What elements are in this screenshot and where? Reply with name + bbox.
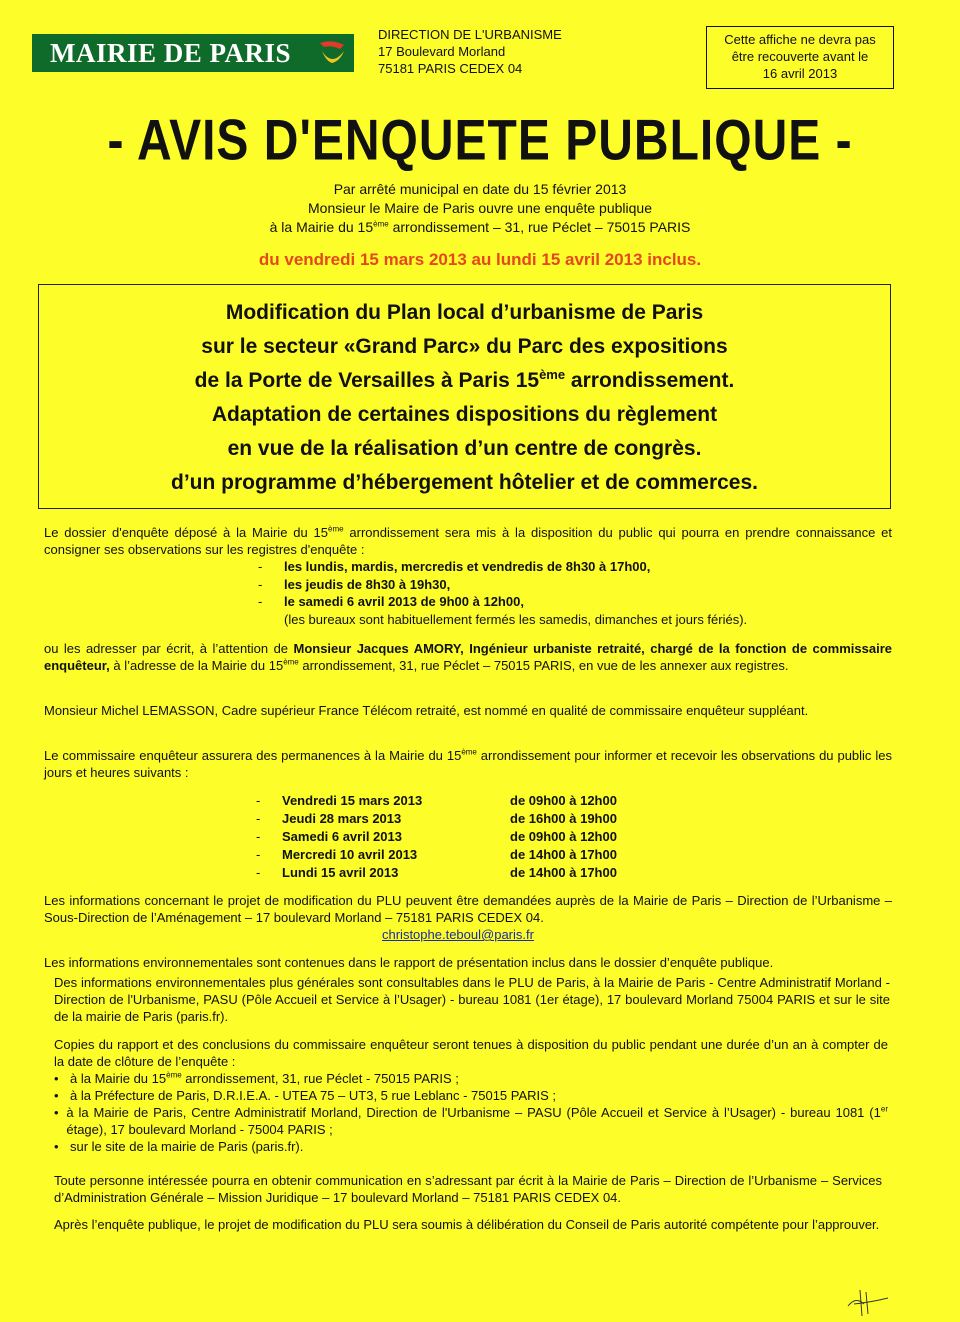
paragraph-environment: Les informations environnementales sont contenues dans le rapport de présentation inclus dans le dossier d’enquête publique. (44, 955, 774, 970)
paragraph-permanences: Le commissaire enquêteur assurera des permanences à la Mairie du 15ème arrondissement pour informer et recevoir les observations du public les jours et heures suivants : (44, 747, 892, 780)
signature-icon (842, 1286, 892, 1318)
direction-line: DIRECTION DE L'URBANISME (378, 27, 562, 42)
paragraph-correspondence: ou les adresser par écrit, à l’attention de Monsieur Jacques AMORY, Ingénieur urbaniste retraité, chargé de la fonction de commissaire enquêteur, à l’adresse de la Mairie du 15ème arrondissement, 31, rue Péclet – 75015 PARIS, en vue de les annexer aux registres. (44, 641, 893, 673)
notice-line: Cette affiche ne devra pas (724, 32, 876, 47)
direction-line: 75181 PARIS CEDEX 04 (378, 61, 523, 76)
intro-line: Monsieur le Maire de Paris ouvre une enquête publique (308, 200, 652, 216)
posting-notice (706, 26, 894, 89)
list-item: (les bureaux sont habituellement fermés les samedis, dimanches et jours fériés). (284, 611, 748, 627)
paris-emblem-icon (316, 37, 348, 69)
intro-line: à la Mairie du 15ème arrondissement – 31, rue Péclet – 75015 PARIS (269, 219, 691, 235)
paragraph-substitute: Monsieur Michel LEMASSON, Cadre supérieur France Télécom retraité, est nommé en qualité de commissaire enquêteur suppléant. (44, 703, 809, 718)
subject-line: Adaptation de certaines dispositions du règlement (211, 403, 718, 426)
paragraph-communication: Toute personne intéressée pourra en obtenir communication en s’adressant par écrit à la Mairie de Paris – Direction de l’Urbanisme – Services d’Administration Générale – Mission Juridique – 17 boulevard Morland – 75181 PARIS CEDEX 04. (54, 1173, 882, 1205)
list-item: - les jeudis de 8h30 à 19h30, (258, 576, 451, 592)
subject-box (38, 284, 891, 509)
list-item: • sur le site de la mairie de Paris (paris.fr). (54, 1139, 304, 1154)
enquiry-dates: du vendredi 15 mars 2013 au lundi 15 avril 2013 inclus. (258, 250, 702, 269)
schedule-row: - Mercredi 10 avril 2013 de 14h00 à 17h00 (256, 847, 617, 862)
subject-line: d’un programme d’hébergement hôtelier et de commerces. (171, 471, 758, 494)
notice-line: 16 avril 2013 (762, 66, 838, 81)
logo-text: MAIRIE DE PARIS (50, 38, 292, 68)
list-item: - les lundis, mardis, mercredis et vendredis de 8h30 à 17h00, (258, 559, 651, 574)
paragraph-environment-general: Des informations environnementales plus générales sont consultables dans le PLU de Paris, à la Mairie de Paris - Centre Administratif Morland - Direction de l'Urbanisme, PASU (Pôle Accueil et Service à l’Usager) - bureau 1081 (1er étage), 17 boulevard Morland 75004 PARIS et sur le site de la mairie de Paris (paris.fr). (54, 975, 890, 1024)
subject-line: Modification du Plan local d’urbanisme de Paris (225, 301, 704, 324)
schedule-list (256, 792, 617, 882)
list-item: - le samedi 6 avril 2013 de 9h00 à 12h00, (258, 594, 524, 609)
paragraph-copies: Copies du rapport et des conclusions du commissaire enquêteur seront tenues à disposition du public pendant une durée d’un an à compter de la date de clôture de l’enquête : • à la Mairie du 15ème arrondissement, 31, rue Péclet - 75015 PARIS ; • à la Préfecture de Paris, D.R.I.E.A. - UTEA 75 – UT3, 5 rue Leblanc - 75015 PARIS ; • à la Mairie de Paris, Centre Administratif Morland, Direction de l'Urbanisme – PASU (Pôle Accueil et Service à l’Usager) - bureau 1081 (1er étage), 17 boulevard Morland - 75004 PARIS ; • sur le site de la mairie de Paris (paris.fr). (54, 1037, 888, 1154)
page-title: - AVIS D'ENQUETE PUBLIQUE - (107, 109, 853, 173)
schedule-row: - Vendredi 15 mars 2013 de 09h00 à 12h00 (256, 793, 617, 808)
paragraph-information: Les informations concernant le projet de modification du PLU peuvent être demandées auprès de la Mairie de Paris – Direction de l’Urbanisme – Sous-Direction de l’Aménagement – 17 boulevard Morland – 75181 PARIS CEDEX 04. christophe.teboul@paris.fr (44, 893, 892, 942)
list-item: • à la Préfecture de Paris, D.R.I.E.A. - UTEA 75 – UT3, 5 rue Leblanc - 75015 PARIS ; (54, 1088, 557, 1103)
direction-line: 17 Boulevard Morland (378, 44, 506, 59)
notice-line: être recouverte avant le (731, 49, 869, 64)
direction-address (378, 26, 562, 77)
mairie-de-paris-logo (32, 34, 354, 72)
schedule-row: - Lundi 15 avril 2013 de 14h00 à 17h00 (256, 865, 617, 880)
list-item: • à la Mairie de Paris, Centre Administratif Morland, Direction de l'Urbanisme – PASU (Pôle Accueil et Service à l’Usager) - bureau 1081 (1er étage), 17 boulevard Morland - 75004 PARIS ; (54, 1104, 888, 1137)
schedule-row: - Samedi 6 avril 2013 de 09h00 à 12h00 (256, 829, 617, 844)
paragraph-consultation: Le dossier d'enquête déposé à la Mairie du 15ème arrondissement sera mis à la disposition du public qui pourra en prendre connaissance et consigner ses observations sur les registres d'enquête : - les lundis, mardis, mercredis et vendredis de 8h30 à 17h00, - les jeudis de 8h30 à 19h30, - le samedi 6 avril 2013 de 9h00 à 12h00, (les bureaux sont habituellement fermés les samedis, dimanches et jours fériés). (44, 524, 893, 627)
paragraph-approval: Après l’enquête publique, le projet de modification du PLU sera soumis à délibération du Conseil de Paris autorité compétente pour l’approuver. (54, 1217, 880, 1232)
subject-line: de la Porte de Versailles à Paris 15ème arrondissement. (194, 367, 735, 392)
email-link[interactable]: christophe.teboul@paris.fr (382, 927, 534, 942)
intro-block (0, 180, 960, 237)
subject-line: sur le secteur «Grand Parc» du Parc des expositions (201, 335, 728, 358)
intro-line: Par arrêté municipal en date du 15 février 2013 (333, 181, 627, 197)
subject-line: en vue de la réalisation d’un centre de congrès. (227, 437, 702, 460)
schedule-row: - Jeudi 28 mars 2013 de 16h00 à 19h00 (256, 811, 617, 826)
list-item: • à la Mairie du 15ème arrondissement, 31, rue Péclet - 75015 PARIS ; (54, 1070, 459, 1086)
